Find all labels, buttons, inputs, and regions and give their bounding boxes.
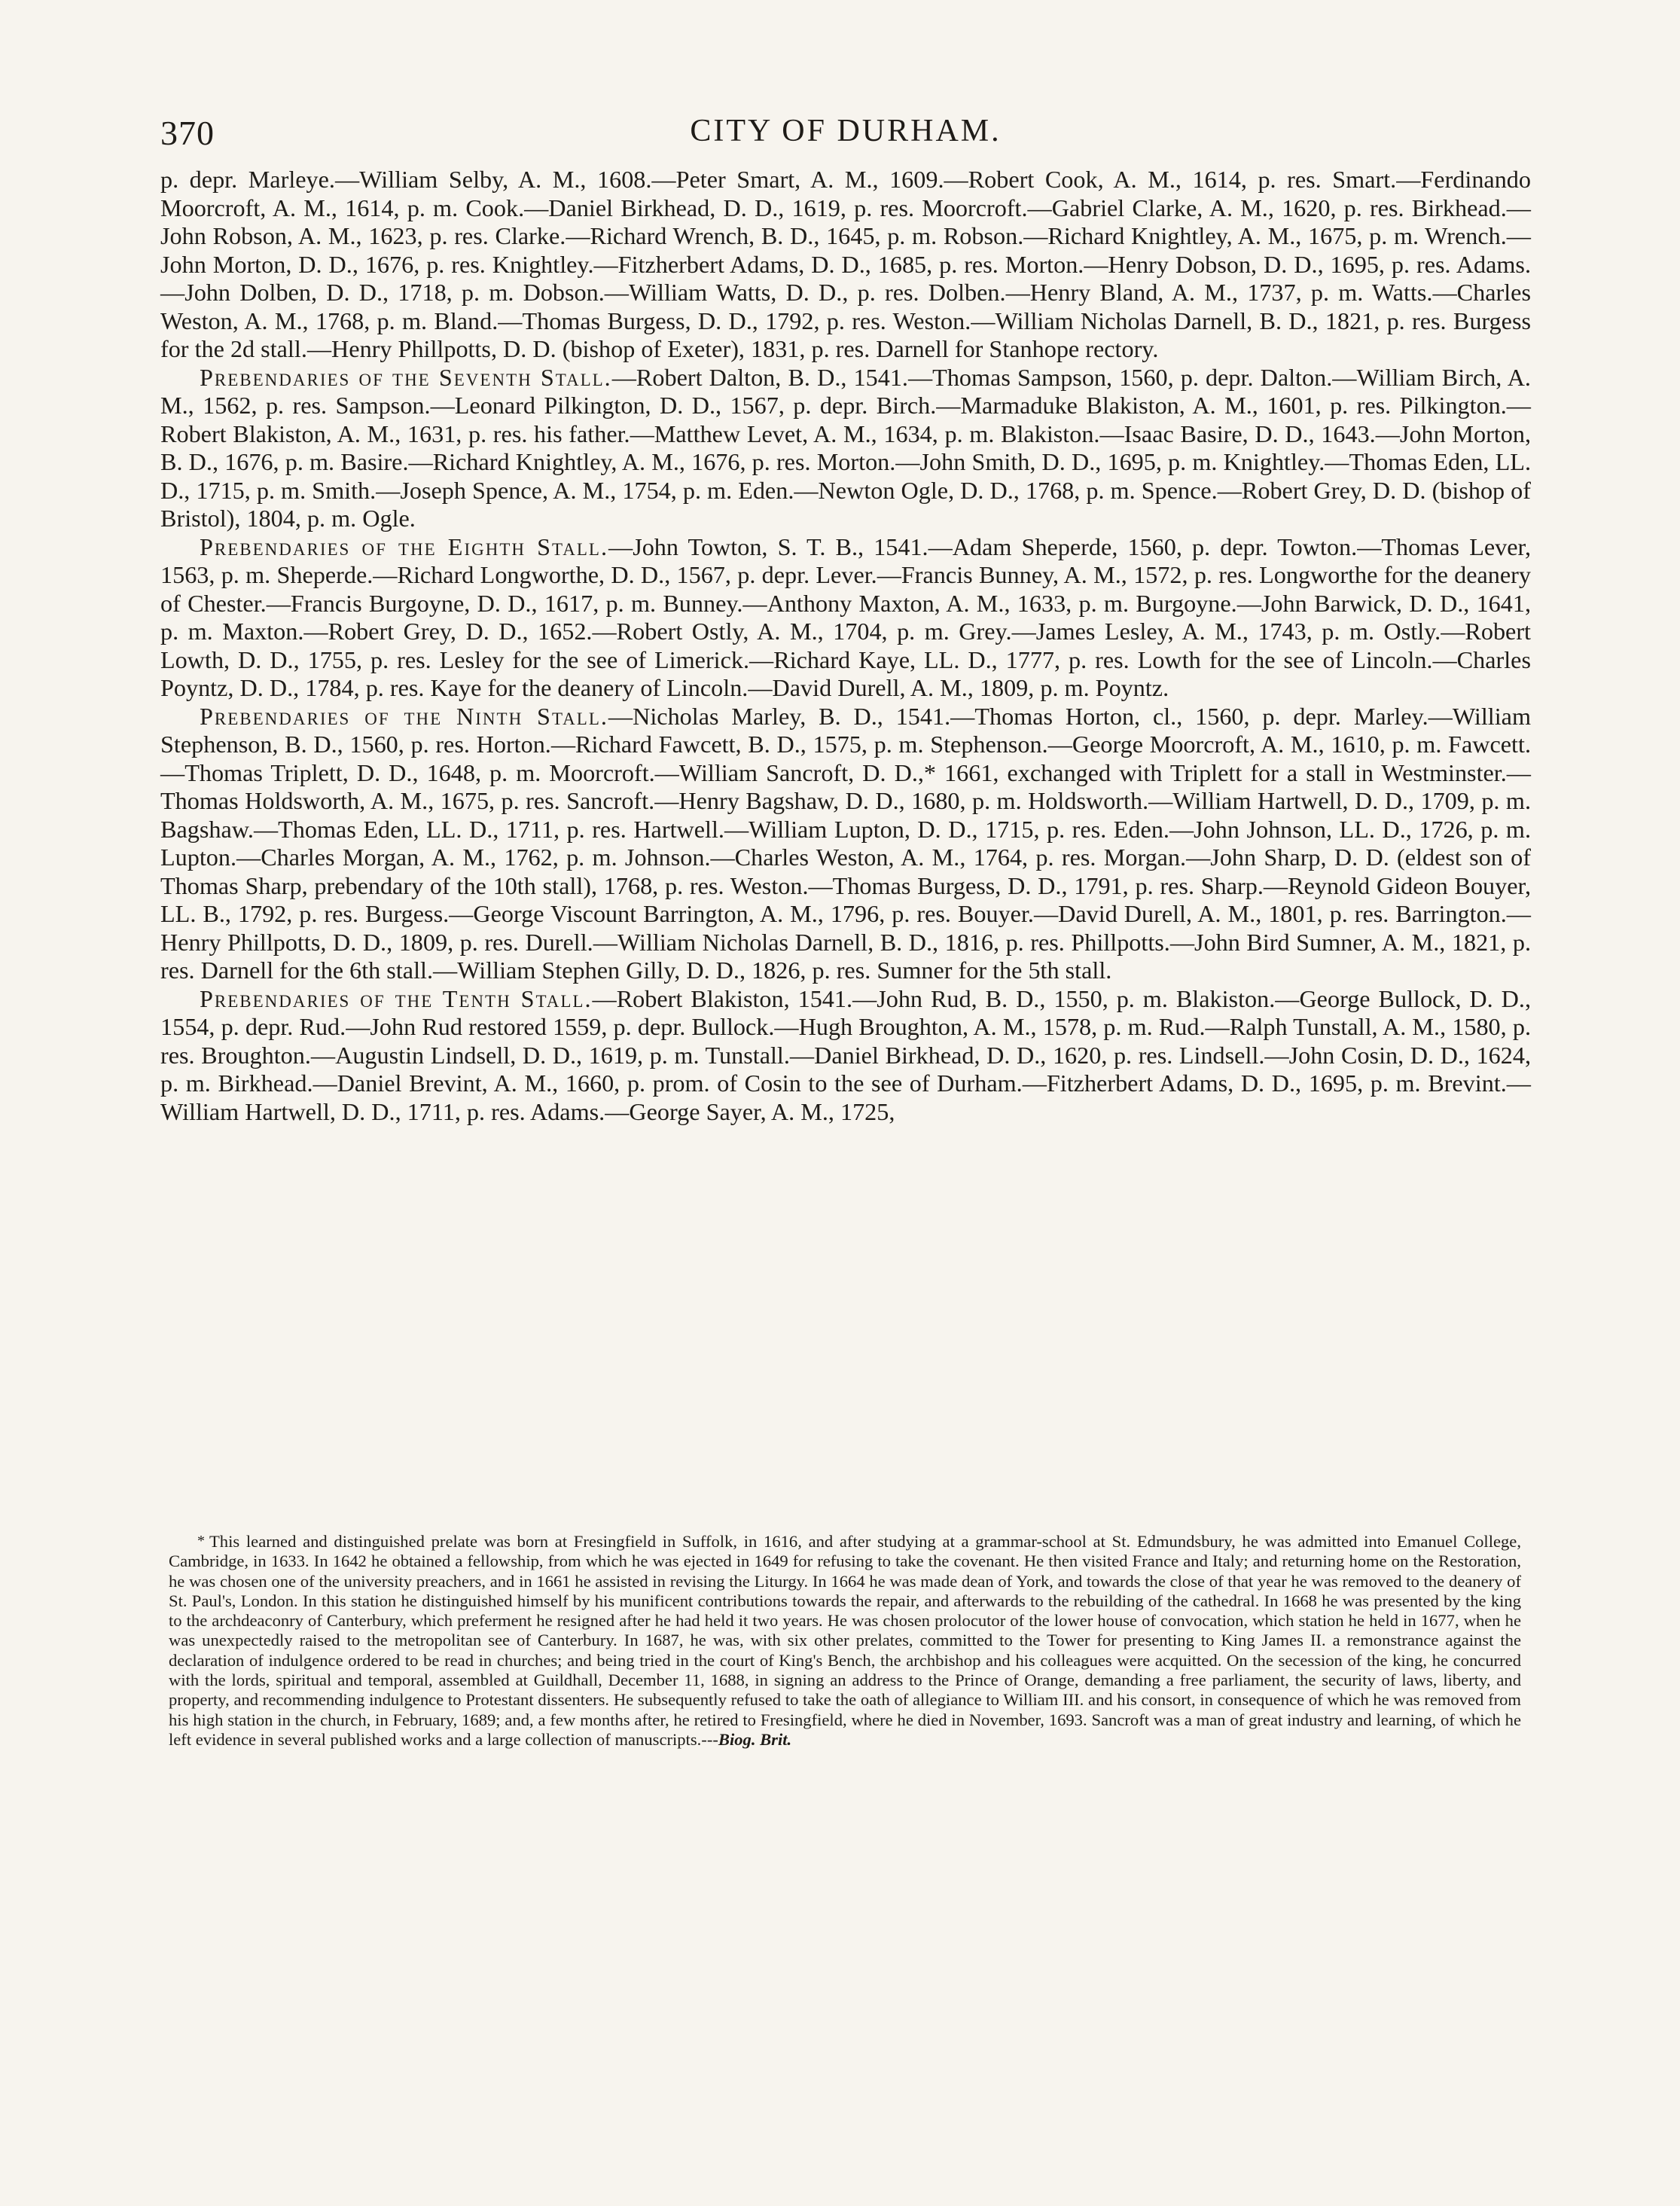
footnote-text: This learned and distinguished prelate was born at Fresingfield in Suffolk, in 1616, and after studying at a grammar-school at St. Edmundsbury, he was admitted into Emanuel College, Cambridge, in 1633. In 1642 he obtained a fellowship, from which he was ejected in 1649 for refusing to take the covenant. He then visited France and Italy; and returning home on the Restoration, he was chosen one of the university preachers, and in 1661 he assisted in revising the Liturgy. In 1664 he was made dean of York, and towards the close of that year he was removed to the deanery of St. Paul's, London. In this station he distinguished himself by his munificent contributions towards the repair, and afterwards to the rebuilding of the cathedral. In 1668 he was presented by the king to the archdeaconry of Canterbury, which preferment he resigned after he had held it two years. He was chosen prolocutor of the lower house of convocation, which station he held in 1677, when he was unexpectedly raised to the metropolitan see of Canterbury. In 1687, he was, with six other prelates, committed to the Tower for presenting to King James II. a remonstrance against the declaration of indulgence ordered to be read in churches; and being tried in the court of King's Bench, the archbishop and his colleagues were acquitted. On the secession of the king, he concurred with the lords, spiritual and temporal, assembled at Guildhall, December 11, 1688, in signing an address to the Prince of Orange, demanding a free parliament, the security of laws, liberty, and property, and recommending indulgence to Protestant dissenters. He subsequently refused to take the oath of allegiance to William III. and his consort, in consequence of which he was removed from his high station in the church, in February, 1689; and, a few months after, he retired to Fresingfield, where he died in November, 1693. Sancroft was a man of great industry and learning, of which he left evidence in several published works and a large collection of manuscripts. (169, 1532, 1521, 1749)
paragraph-seventh-stall (160, 364, 1531, 533)
paragraph-text: —Robert Dalton, B. D., 1541.—Thomas Sampson, 1560, p. depr. Dalton.—William Birch, A. M., 1562, p. res. Sampson.—Leonard Pilkington, D. D., 1567, p. depr. Birch.—Marmaduke Blakiston, A. M., 1601, p. res. Pilkington.—Robert Blakiston, A. M., 1631, p. res. his father.—Matthew Levet, A. M., 1634, p. m. Blakiston.—Isaac Basire, D. D., 1643.—John Morton, B. D., 1676, p. m. Basire.—Richard Knightley, A. M., 1676, p. res. Morton.—John Smith, D. D., 1695, p. m. Knightley.—Thomas Eden, LL. D., 1715, p. m. Smith.—Joseph Spence, A. M., 1754, p. m. Eden.—Newton Ogle, D. D., 1768, p. m. Spence.—Robert Grey, D. D. (bishop of Bristol), 1804, p. m. Ogle. (160, 363, 1531, 532)
section-heading-seventh-stall: Prebendaries of the Seventh Stall. (200, 363, 612, 391)
section-heading-eighth-stall: Prebendaries of the Eighth Stall. (200, 532, 608, 560)
paragraph-text: —Robert Blakiston, 1541.—John Rud, B. D., 1550, p. m. Blakiston.—George Bullock, D. D., 1554, p. depr. Rud.—John Rud restored 1559, p. depr. Bullock.—Hugh Broughton, A. M., 1578, p. m. Rud.—Ralph Tunstall, A. M., 1580, p. res. Broughton.—Augustin Lindsell, D. D., 1619, p. m. Tunstall.—Daniel Birkhead, D. D., 1620, p. res. Lindsell.—John Cosin, D. D., 1624, p. m. Birkhead.—Daniel Brevint, A. M., 1660, p. prom. of Cosin to the see of Durham.—Fitzherbert Adams, D. D., 1695, p. m. Brevint.—William Hartwell, D. D., 1711, p. res. Adams.—George Sayer, A. M., 1725, (160, 984, 1532, 1125)
footnote (169, 1531, 1521, 1750)
section-heading-tenth-stall: Prebendaries of the Tenth Stall. (200, 984, 593, 1012)
page-header (160, 113, 1531, 158)
footnote-paragraph (169, 1531, 1521, 1750)
paragraph-tenth-stall (160, 985, 1531, 1127)
running-title: CITY OF DURHAM. (690, 114, 1002, 148)
paragraph-text: p. depr. Marleye.—William Selby, A. M., 1608.—Peter Smart, A. M., 1609.—Robert Cook, A. M., 1614, p. res. Smart.—Ferdinando Moorcroft, A. M., 1614, p. m. Cook.—Daniel Birkhead, D. D., 1619, p. res. Moorcroft.—Gabriel Clarke, A. M., 1620, p. res. Birkhead.—John Robson, A. M., 1623, p. res. Clarke.—Richard Wrench, B. D., 1645, p. m. Robson.—Richard Knightley, A. M., 1675, p. m. Wrench.—John Morton, D. D., 1676, p. res. Knightley.—Fitzherbert Adams, D. D., 1685, p. res. Morton.—Henry Dobson, D. D., 1695, p. res. Adams.—John Dolben, D. D., 1718, p. m. Dobson.—William Watts, D. D., p. res. Dolben.—Henry Bland, A. M., 1737, p. m. Watts.—Charles Weston, A. M., 1768, p. m. Bland.—Thomas Burgess, D. D., 1792, p. res. Weston.—William Nicholas Darnell, B. D., 1821, p. res. Burgess for the 2d stall.—Henry Phillpotts, D. D. (bishop of Exeter), 1831, p. res. Darnell for Stanhope rectory. (160, 166, 1531, 362)
paragraph-text: —John Towton, S. T. B., 1541.—Adam Sheperde, 1560, p. depr. Towton.—Thomas Lever, 1563, p. m. Sheperde.—Richard Longworthe, D. D., 1567, p. depr. Lever.—Francis Bunney, A. M., 1572, p. res. Longworthe for the deanery of Chester.—Francis Burgoyne, D. D., 1617, p. m. Bunney.—Anthony Maxton, A. M., 1633, p. m. Burgoyne.—John Barwick, D. D., 1641, p. m. Maxton.—Robert Grey, D. D., 1652.—Robert Ostly, A. M., 1704, p. m. Grey.—James Lesley, A. M., 1743, p. m. Ostly.—Robert Lowth, D. D., 1755, p. res. Lesley for the see of Limerick.—Richard Kaye, LL. D., 1777, p. res. Lowth for the see of Lincoln.—Charles Poyntz, D. D., 1784, p. res. Kaye for the deanery of Lincoln.—David Durell, A. M., 1809, p. m. Poyntz. (160, 532, 1532, 701)
section-heading-ninth-stall: Prebendaries of the Ninth Stall. (200, 702, 608, 730)
footnote-mark: * (197, 1533, 205, 1549)
paragraph-eighth-stall (160, 533, 1531, 703)
paragraph-continued (160, 166, 1531, 364)
paragraph-text: —Nicholas Marley, B. D., 1541.—Thomas Horton, cl., 1560, p. depr. Marley.—William Stephenson, B. D., 1560, p. res. Horton.—Richard Fawcett, B. D., 1575, p. m. Stephenson.—George Moorcroft, A. M., 1610, p. m. Fawcett.—Thomas Triplett, D. D., 1648, p. m. Moorcroft.—William Sancroft, D. D.,* 1661, exchanged with Triplett for a stall in Westminster.—Thomas Holdsworth, A. M., 1675, p. res. Sancroft.—Henry Bagshaw, D. D., 1680, p. m. Holdsworth.—William Hartwell, D. D., 1709, p. m. Bagshaw.—Thomas Eden, LL. D., 1711, p. res. Hartwell.—William Lupton, D. D., 1715, p. res. Eden.—John Johnson, LL. D., 1726, p. m. Lupton.—Charles Morgan, A. M., 1762, p. m. Johnson.—Charles Weston, A. M., 1764, p. res. Morgan.—John Sharp, D. D. (eldest son of Thomas Sharp, prebendary of the 10th stall), 1768, p. res. Weston.—Thomas Burgess, D. D., 1791, p. res. Sharp.—Reynold Gideon Bouyer, LL. B., 1792, p. res. Burgess.—George Viscount Barrington, A. M., 1796, p. res. Bouyer.—David Durell, A. M., 1801, p. res. Barrington.—Henry Phillpotts, D. D., 1809, p. res. Durell.—William Nicholas Darnell, B. D., 1816, p. res. Phillpotts.—John Bird Sumner, A. M., 1821, p. res. Darnell for the 6th stall.—William Stephen Gilly, D. D., 1826, p. res. Sumner for the 5th stall. (160, 702, 1531, 984)
footnote-source: Biog. Brit. (718, 1729, 792, 1749)
page-number: 370 (160, 114, 215, 152)
main-text (160, 166, 1531, 1126)
footnote-source-dash: --- (701, 1729, 718, 1749)
paragraph-ninth-stall (160, 703, 1531, 985)
